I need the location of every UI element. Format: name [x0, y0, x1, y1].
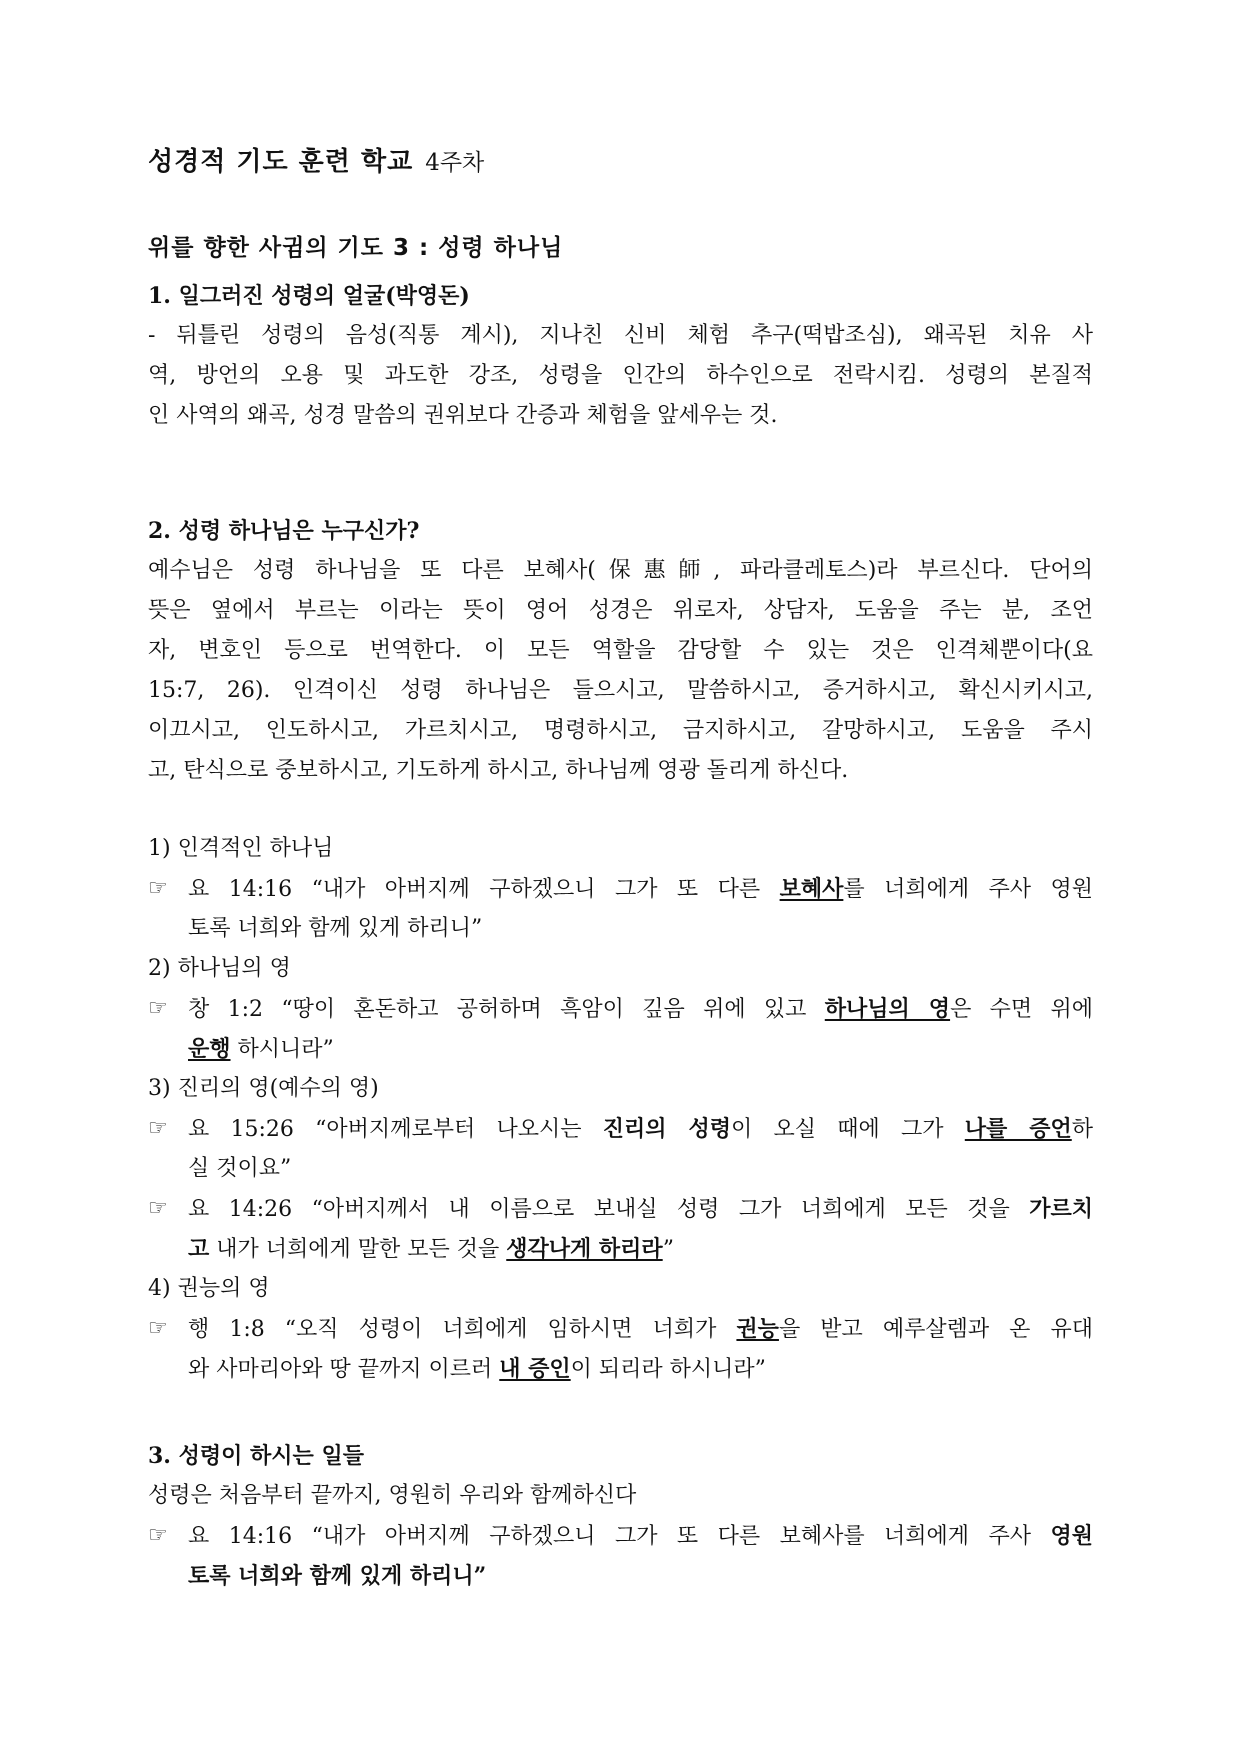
point-3-verse-2: [148, 1189, 1093, 1229]
section-2-line-6: 고, 탄식으로 중보하시고, 기도하게 하시고, 하나님께 영광 돌리게 하신다.: [148, 758, 849, 783]
verse-text: 요 15:26 “아버지께로부터 나오시는: [188, 1117, 603, 1142]
verse-text: 행 1:8 “오직 성령이 너희에게 임하시면 너희가: [188, 1317, 737, 1342]
verse-emphasis: 생각나게 하리라: [506, 1236, 663, 1262]
point-3-verse-1: [148, 1109, 1093, 1149]
section-1-line-3: 인 사역의 왜곡, 성경 말씀의 권위보다 간증과 체험을 앞세우는 것.: [148, 403, 778, 428]
section-2-line-3: 자, 변호인 등으로 번역한다. 이 모든 역할을 감당할 수 있는 것은 인격체뿐이다(요: [148, 638, 1093, 663]
verse-text: ”: [662, 1237, 674, 1262]
point-2-verse: [148, 989, 1093, 1029]
point-1-verse-cont: 토록 너희와 함께 있게 하리니”: [188, 916, 483, 941]
verse-emphasis: 나를 증언: [964, 1116, 1072, 1142]
lesson-subtitle: 위를 향한 사귐의 기도 3 : 성령 하나님: [148, 235, 564, 261]
section-2-line-1: 예수님은 성령 하나님을 또 다른 보혜사(保惠師, 파라클레토스)라 부르신다. 단어의: [148, 558, 1093, 583]
verse-text: 요 14:16 “내가 아버지께 구하겠으니 그가 또 다른 보혜사를 너희에게 주사: [188, 1524, 1051, 1549]
verse-emphasis: 하나님의 영: [824, 996, 951, 1022]
section-2: [148, 511, 1093, 791]
section-2-line-2: 뜻은 옆에서 부르는 이라는 뜻이 영어 성경은 위로자, 상담자, 도움을 주는 분, 조언: [148, 598, 1093, 623]
verse-bold: 고: [188, 1236, 210, 1262]
week-label: 4주차: [425, 150, 485, 176]
pointing-hand-icon: ☞: [148, 1116, 168, 1141]
point-2-label: 2) 하나님의 영: [148, 956, 291, 981]
pointing-hand-icon: ☞: [148, 876, 168, 901]
section-1-line-2: 역, 방언의 오용 및 과도한 강조, 성령을 인간의 하수인으로 전락시킴. 성령의 본질적: [148, 363, 1093, 388]
verse-bold: 진리의 성령: [602, 1116, 731, 1142]
verse-emphasis: 내 증인: [499, 1356, 571, 1382]
section-2-line-4: 15:7, 26). 인격이신 성령 하나님은 들으시고, 말씀하시고, 증거하시고, 확신시키시고,: [148, 678, 1093, 703]
title-text: 성경적 기도 훈련 학교: [148, 147, 414, 177]
verse-emphasis: 보혜사: [779, 876, 844, 902]
section-3-heading: 3. 성령이 하시는 일들: [148, 1443, 364, 1469]
point-3-verse-1-cont: 실 것이요”: [188, 1156, 292, 1181]
verse-text: 은 수면 위에: [950, 997, 1094, 1022]
point-2-verse-cont: [148, 1029, 1093, 1069]
document-page: [148, 0, 1093, 1754]
verse-text: 창 1:2 “땅이 혼돈하고 공허하며 흑암이 깊음 위에 있고: [188, 997, 825, 1022]
section-2-heading: 2. 성령 하나님은 누구신가?: [148, 518, 420, 544]
verse-text: 이 오실 때에 그가: [730, 1117, 965, 1142]
verse-bold: 영원: [1050, 1523, 1093, 1549]
point-4-label: 4) 권능의 영: [148, 1276, 270, 1301]
section-3-intro: 성령은 처음부터 끝까지, 영원히 우리와 함께하신다: [148, 1483, 637, 1508]
pointing-hand-icon: ☞: [148, 1523, 168, 1548]
document-title: [148, 141, 484, 178]
point-3-label: 3) 진리의 영(예수의 영): [148, 1076, 379, 1101]
verse-text: 을 받고 예루살렘과 온 유대: [778, 1317, 1093, 1342]
point-3-verse-2-cont: [148, 1229, 1093, 1269]
verse-text: 내가 너희에게 말한 모든 것을: [209, 1237, 507, 1262]
section-1-heading: 1. 일그러진 성령의 얼굴(박영돈): [148, 283, 470, 309]
section-2-points: [148, 829, 1093, 1389]
verse-bold: 가르치: [1029, 1196, 1093, 1222]
point-1-label: 1) 인격적인 하나님: [148, 836, 334, 861]
pointing-hand-icon: ☞: [148, 996, 168, 1021]
pointing-hand-icon: ☞: [148, 1316, 168, 1341]
verse-text: 요 14:16 “내가 아버지께 구하겠으니 그가 또 다른: [188, 877, 780, 902]
verse-text: 하: [1071, 1117, 1094, 1142]
verse-text: 이 되리라 하시니라”: [570, 1357, 766, 1382]
point-1-verse: [148, 869, 1093, 909]
verse-emphasis: 권능: [736, 1316, 779, 1342]
point-4-verse-cont: [148, 1349, 1093, 1389]
verse-text: 와 사마리아와 땅 끝까지 이르러: [188, 1357, 500, 1382]
point-4-verse: [148, 1309, 1093, 1349]
section-1-line-1: - 뒤틀린 성령의 음성(직통 계시), 지나친 신비 체험 추구(떡밥조심), 왜곡된 치유 사: [148, 323, 1093, 348]
verse-text: 를 너희에게 주사 영원: [843, 877, 1093, 902]
verse-emphasis: 운행: [188, 1036, 231, 1062]
pointing-hand-icon: ☞: [148, 1196, 168, 1221]
verse-text: 하시니라”: [230, 1037, 334, 1062]
section-3: [148, 1436, 1093, 1596]
section-1: [148, 276, 1093, 436]
section-2-line-5: 이끄시고, 인도하시고, 가르치시고, 명령하시고, 금지하시고, 갈망하시고, 도움을 주시: [148, 718, 1093, 743]
section-3-verse: [148, 1516, 1093, 1556]
verse-text: 요 14:26 “아버지께서 내 이름으로 보내실 성령 그가 너희에게 모든 것을: [188, 1197, 1030, 1222]
section-3-verse-cont: 토록 너희와 함께 있게 하리니”: [188, 1563, 487, 1589]
